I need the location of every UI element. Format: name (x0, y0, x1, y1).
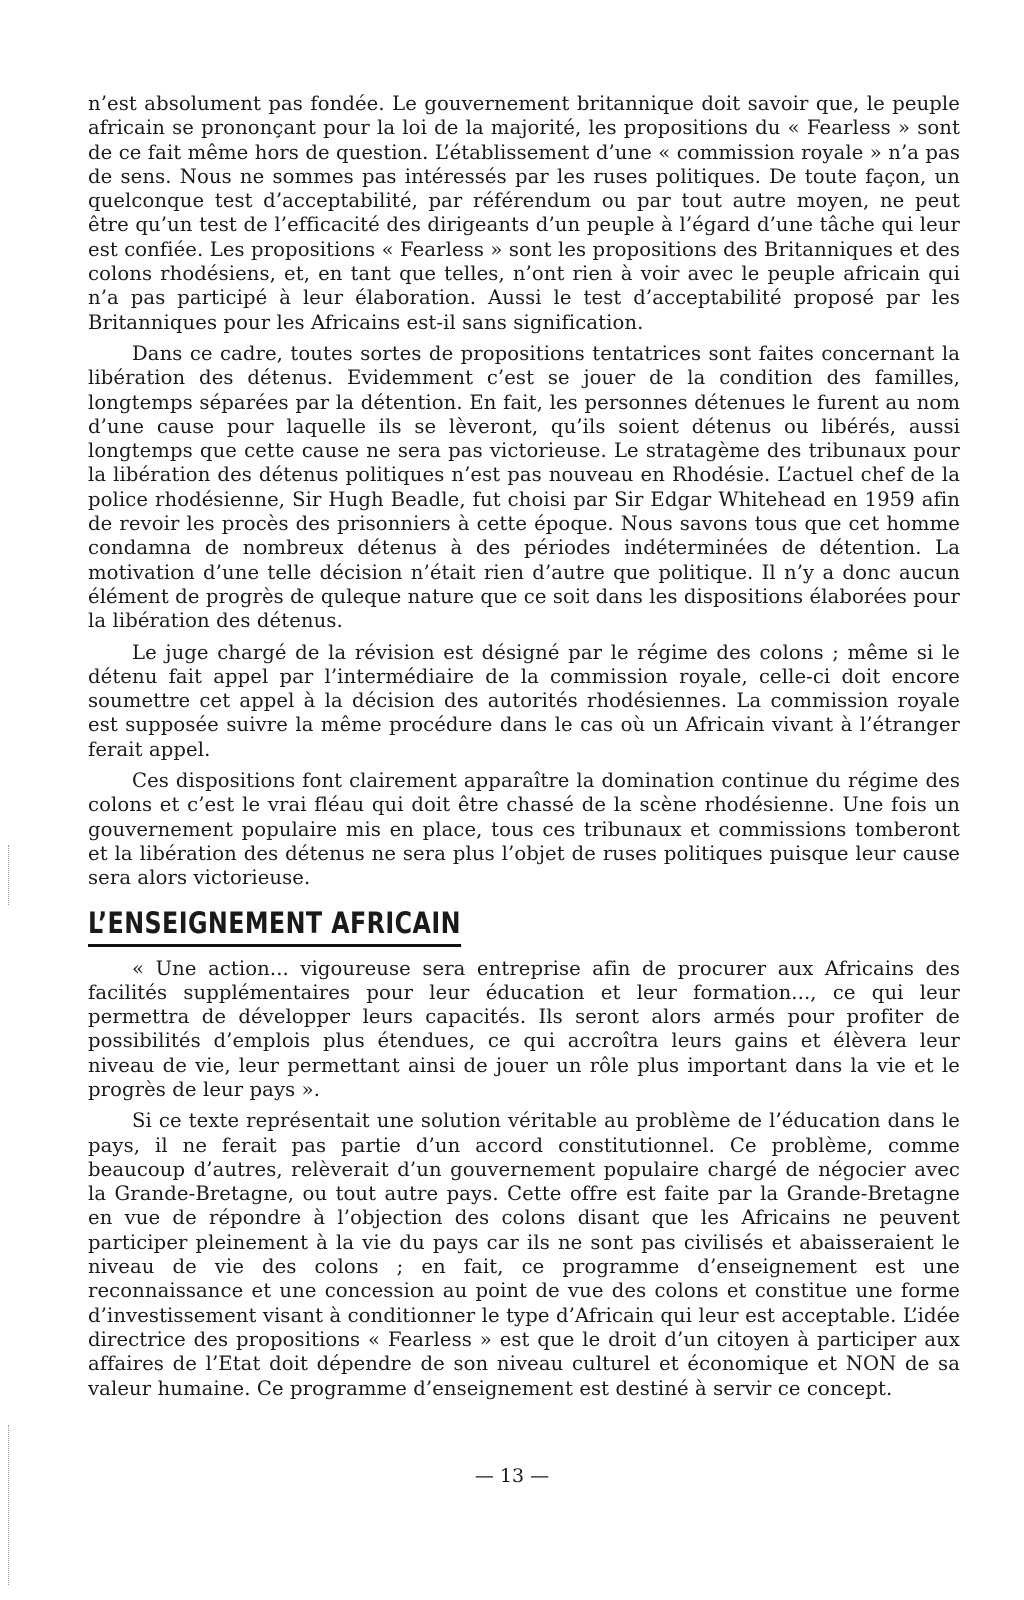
page-body (88, 92, 960, 1408)
paragraph: Dans ce cadre, toutes sortes de propositions tentatrices sont faites concernant la libération des détenus. Evidemment c’est se jouer de la condition des familles, longtemps séparées par la détention. En fait, les personnes détenues le furent au nom d’une cause pour laquelle ils se lèveront, qu’ils soient détenus ou libérés, aussi longtemps que cette cause ne sera pas victorieuse. Le stratagème des tribunaux pour la libération des détenus politiques n’est pas nouveau en Rhodésie. L’actuel chef de la police rhodésienne, Sir Hugh Beadle, fut choisi par Sir Edgar Whitehead en 1959 afin de revoir les procès des prisonniers à cette époque. Nous savons tous que cet homme condamna de nombreux détenus à des périodes indéterminées de détention. La motivation d’une telle décision n’était rien d’autre que politique. Il n’y a donc aucun élément de progrès de quleque nature que ce soit dans les dispositions élaborées pour la libération des détenus. (88, 341, 960, 633)
section-heading-wrap (88, 905, 960, 947)
section-heading: L’ENSEIGNEMENT AFRICAIN (88, 905, 461, 947)
paragraph: Si ce texte représentait une solution véritable au problème de l’éducation dans le pays, il ne ferait pas partie d’un accord constitutionnel. Ce problème, comme beaucoup d’autres, relèverait d’un gouvernement populaire chargé de négocier avec la Grande-Bretagne, ou tout autre pays. Cette offre est faite par la Grande-Bretagne en vue de répondre à l’objection des colons disant que les Africains ne peuvent participer pleinement à la vie du pays car ils ne sont pas civilisés et abaisseraient le niveau de vie des colons ; en fait, ce programme d’enseignement est une reconnaissance et une concession au point de vue des colons et constitue une forme d’investissement visant à conditionner le type d’Africain qui leur est acceptable. L’idée directrice des propositions « Fearless » est que le droit d’un citoyen à participer aux affaires de l’Etat doit dépendre de son niveau culturel et économique et NON de sa valeur humaine. Ce programme d’enseignement est destiné à servir ce concept. (88, 1109, 960, 1400)
scan-margin-mark (8, 1425, 10, 1585)
paragraph: n’est absolument pas fondée. Le gouvernement britannique doit savoir que, le peuple africain se prononçant pour la loi de la majorité, les propositions du « Fearless » sont de ce fait même hors de question. L’établissement d’une « commission royale » n’a pas de sens. Nous ne sommes pas intéressés par les ruses politiques. De toute façon, un quelconque test d’acceptabilité, par référendum ou par tout autre moyen, ne peut être qu’un test de l’efficacité des dirigeants d’un peuple à l’égard d’une tâche qui leur est confiée. Les propositions « Fearless » sont les propositions des Britanniques et des colons rhodésiens, et, en tant que telles, n’ont rien à voir avec le peuple africain qui n’a pas participé à leur élaboration. Aussi le test d’acceptabilité proposé par les Britanniques pour les Africains est-il sans signification. (88, 92, 960, 334)
paragraph: Le juge chargé de la révision est désigné par le régime des colons ; même si le détenu fait appel par l’intermédiaire de la commission royale, celle-ci doit encore soumettre cet appel à la décision des autorités rhodésiennes. La commission royale est supposée suivre la même procédure dans le cas où un Africain vivant à l’étranger ferait appel. (88, 640, 960, 761)
page-number: — 13 — (474, 1465, 550, 1487)
paragraph: Ces dispositions font clairement apparaître la domination continue du régime des colons et c’est le vrai fléau qui doit être chassé de la scène rhodésienne. Une fois un gouvernement populaire mis en place, tous ces tribunaux et commissions tomberont et la libération des détenus ne sera plus l’objet de ruses politiques puisque leur cause sera alors victorieuse. (88, 769, 960, 890)
paragraph: « Une action... vigoureuse sera entreprise afin de procurer aux Africains des facilités supplémentaires pour leur éducation et leur formation..., ce qui leur permettra de développer leurs capacités. Ils seront alors armés pour profiter de possibilités d’emplois plus étendues, ce qui accroîtra leurs gains et élèvera leur niveau de vie, leur permettant ainsi de jouer un rôle plus important dans la vie et le progrès de leur pays ». (88, 956, 960, 1101)
scan-margin-mark (8, 845, 10, 905)
